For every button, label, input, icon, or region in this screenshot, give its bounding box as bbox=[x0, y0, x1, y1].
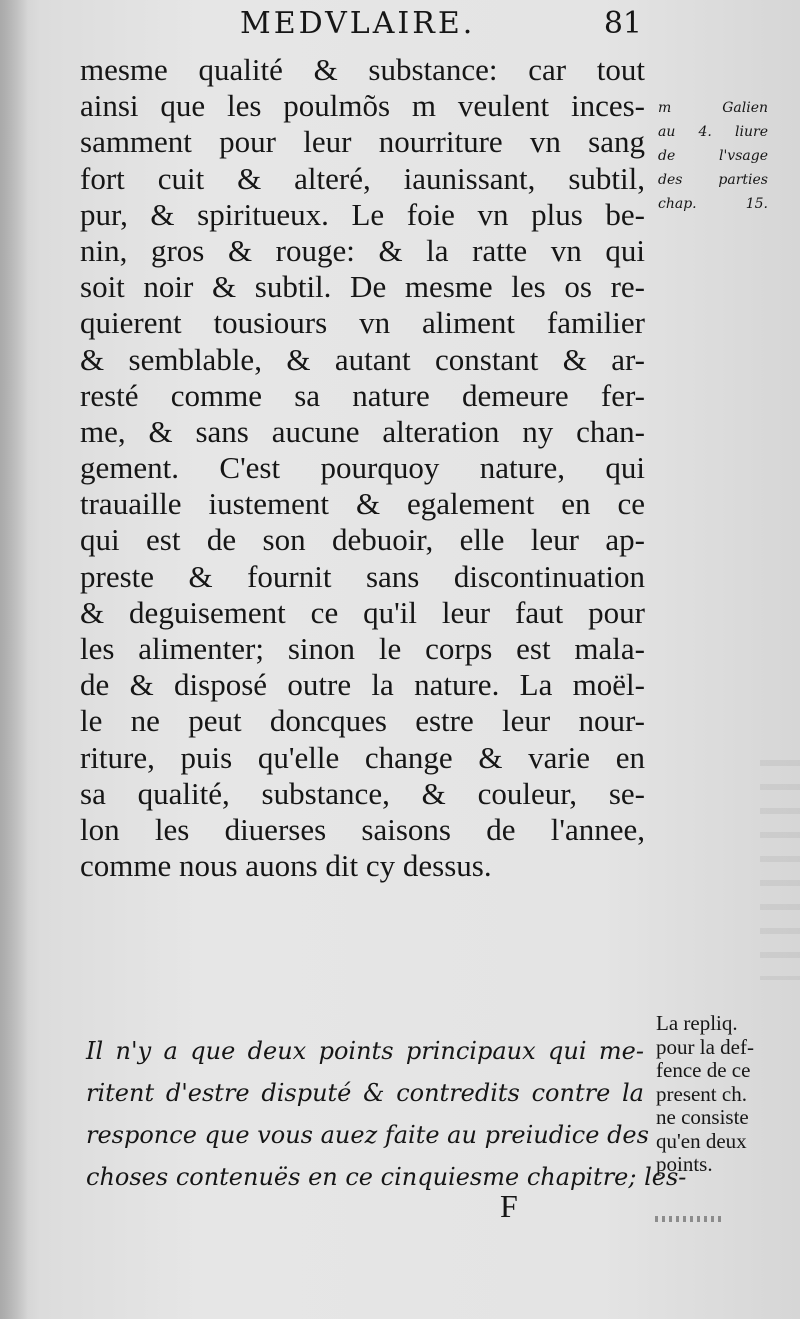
text-line: me, & sans aucune alteration ny chan- bbox=[80, 413, 645, 449]
note-line: chap. 15. bbox=[658, 196, 768, 212]
text-line: gement. C'est pourquoy nature, qui bbox=[80, 450, 645, 486]
text-line: ainsi que les poulmõs m veulent inces- bbox=[80, 88, 645, 124]
italic-line: choses contenuës en ce cinquiesme chapitre; les- bbox=[86, 1163, 687, 1191]
note-line: des parties bbox=[658, 172, 768, 188]
note-line: present ch. bbox=[656, 1081, 747, 1106]
note-line: de l'vsage bbox=[658, 148, 768, 164]
text-line: soit noir & subtil. De mesme les os re- bbox=[80, 269, 645, 305]
text-line: les alimenter; sinon le corps est mala- bbox=[80, 631, 645, 666]
text-line: trauaille iustement & egalement en ce bbox=[80, 486, 645, 522]
italic-paragraph bbox=[86, 1030, 687, 1198]
text-line: lon les diuerses saisons de l'annee, bbox=[80, 811, 645, 847]
marginal-note-citation bbox=[658, 96, 768, 216]
text-line: le ne peut doncques estre leur nour- bbox=[80, 703, 645, 739]
note-line: ne consiste bbox=[656, 1105, 749, 1129]
text-line: & deguisement ce qu'il leur faut pour bbox=[80, 594, 645, 630]
text-line: pur, & spiritueux. Le foie vn plus be- bbox=[80, 196, 645, 232]
page-number: 81 bbox=[603, 6, 642, 41]
text-line: qui est de son debuoir, elle leur ap- bbox=[80, 522, 645, 558]
page-header bbox=[240, 6, 660, 46]
text-line: de & disposé outre la nature. La moël- bbox=[80, 667, 645, 703]
marginal-note-reply bbox=[656, 1012, 786, 1177]
text-line: nin, gros & rouge: & la ratte vn qui bbox=[80, 232, 645, 268]
text-line: preste & fournit sans discontinuation bbox=[80, 558, 645, 594]
running-title: MEDVLAIRE. bbox=[240, 6, 476, 41]
ink-speck bbox=[655, 1216, 725, 1222]
note-line: La repliq. bbox=[656, 1011, 738, 1035]
main-text-block bbox=[80, 52, 645, 884]
italic-line: Il n'y a que deux points principaux qui me- bbox=[86, 1037, 644, 1065]
signature-mark: F bbox=[500, 1188, 518, 1224]
bleed-through bbox=[760, 760, 800, 980]
text-line: & semblable, & autant constant & ar- bbox=[80, 341, 645, 377]
italic-line: responce que vous auez faite au preiudice des bbox=[86, 1121, 649, 1149]
text-line: mesme qualité & substance: car tout bbox=[80, 52, 645, 87]
text-line: resté comme sa nature demeure fer- bbox=[80, 377, 645, 413]
text-line: quierent tousiours vn aliment familier bbox=[80, 305, 645, 341]
note-line: fence de ce bbox=[656, 1058, 751, 1082]
note-line: m Galien bbox=[658, 100, 768, 116]
text-line: comme nous auons dit cy dessus. bbox=[80, 848, 492, 884]
gutter-shadow bbox=[0, 0, 28, 1319]
note-line: points. bbox=[656, 1152, 713, 1176]
text-line: samment pour leur nourriture vn sang bbox=[80, 124, 645, 160]
italic-line: ritent d'estre disputé & contredits contre la bbox=[86, 1079, 644, 1107]
note-line: pour la def- bbox=[656, 1034, 754, 1059]
text-line: riture, puis qu'elle change & varie en bbox=[80, 739, 645, 775]
note-line: au 4. liure bbox=[658, 124, 768, 140]
text-line: sa qualité, substance, & couleur, se- bbox=[80, 775, 645, 811]
text-line: fort cuit & alteré, iaunissant, subtil, bbox=[80, 160, 645, 196]
note-line: qu'en deux bbox=[656, 1128, 747, 1153]
